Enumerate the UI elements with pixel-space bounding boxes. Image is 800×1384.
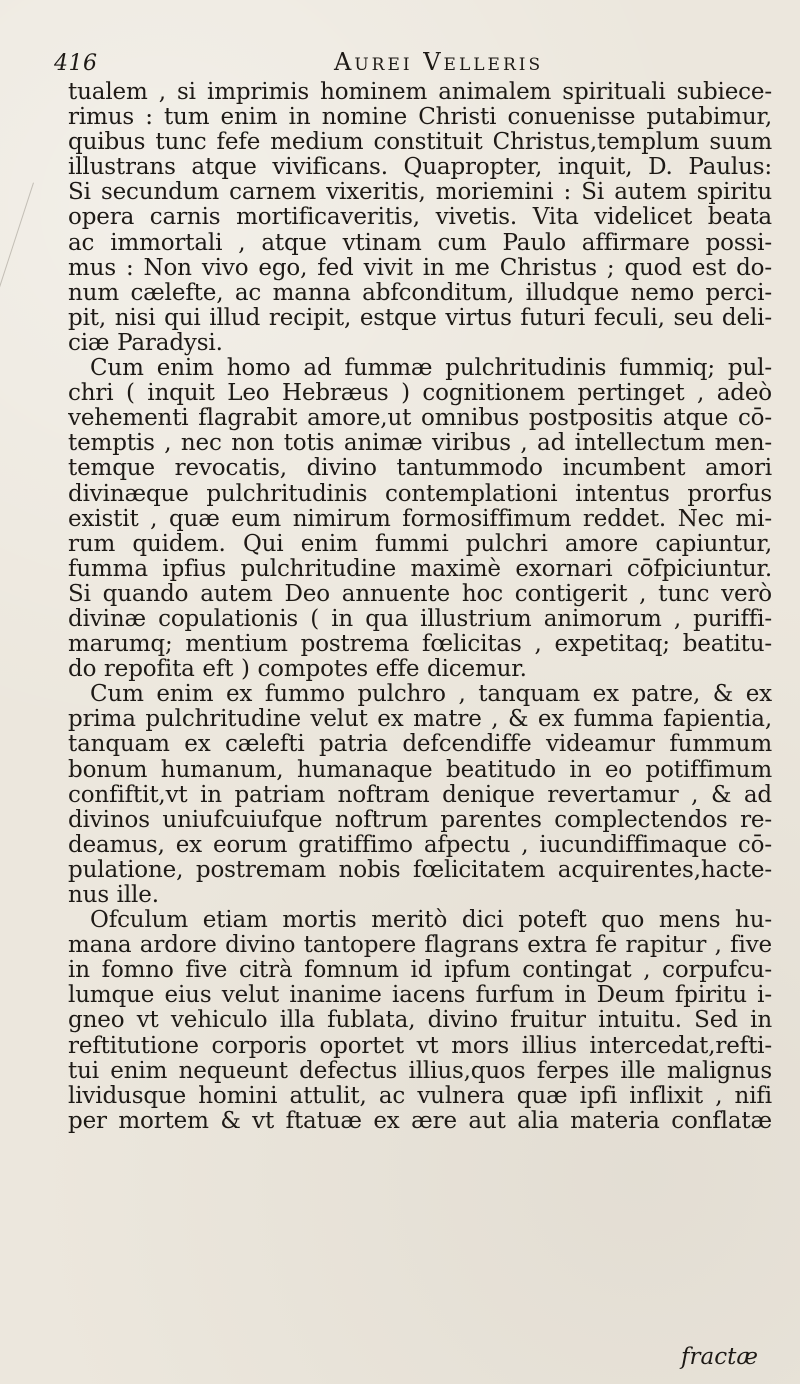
running-head [54,48,772,76]
page-number: 416 [54,51,98,76]
text-line: Si secundum carnem vixeritis, moriemini : Si autem spiritu [68,180,772,206]
text-line: rum quidem. Qui enim fummi pulchri amore capiuntur, [68,531,772,557]
text-line: prima pulchritudine velut ex matre , & ex fumma fapientia, [68,707,772,733]
text-line: tanquam ex cælefti patria defcendiffe videamur fummum [68,732,772,758]
text-line: Ofculum etiam mortis meritò dici poteft quo mens hu- [90,908,772,934]
text-line: divinæ copulationis ( in qua illustrium animorum , puriffi- [68,606,772,632]
text-line: fumma ipfius pulchritudine maximè exornari cōfpiciuntur. [68,556,772,582]
text-line: num cælefte, ac manna abfconditum, illudque nemo perci- [68,280,772,306]
text-line: pit, nisi qui illud recipit, estque virtus futuri feculi, seu deli- [68,305,772,331]
text-line: Si quando autem Deo annuente hoc contigerit , tunc verò [68,581,772,607]
text-body [68,80,772,1134]
text-line: lividusque homini attulit, ac vulnera quæ ipfi inflixit , nifi [68,1083,772,1109]
text-line: lumque eius velut inanime iacens furfum in Deum fpiritu i- [68,983,772,1009]
text-line: ciæ Paradysi. [68,330,223,356]
text-line: deamus, ex eorum gratiffimo afpectu , iucundiffimaque cō- [68,832,772,858]
text-line: confiftit,vt in patriam noftram denique revertamur , & ad [68,782,772,808]
text-line: Cum enim homo ad fummæ pulchritudinis fummiq; pul- [90,356,772,382]
text-line: Cum enim ex fummo pulchro , tanquam ex patre, & ex [90,682,772,708]
text-line: pulatione, postremam nobis fœlicitatem acquirentes,hacte- [68,857,772,883]
text-line: gneo vt vehiculo illa fublata, divino fruitur intuitu. Sed in [68,1008,772,1034]
text-line: divinos uniufcuiufque noftrum parentes complectendos re- [68,807,772,833]
text-line: do repofita eft ) compotes effe dicemur. [68,657,527,683]
text-line: existit , quæ eum nimirum formosiffimum reddet. Nec mi- [68,506,772,532]
text-line: marumq; mentium postrema fœlicitas , expetitaq; beatitu- [68,632,772,658]
text-line: nus ille. [68,883,159,908]
text-line: tui enim nequeunt defectus illius,quos ferpes ille malignus [68,1058,772,1084]
margin-stain [0,183,34,288]
text-line: reftitutione corporis oportet vt mors illius intercedat,refti- [68,1033,772,1059]
text-line: opera carnis mortificaveritis, vivetis. Vita videlicet beata [68,205,772,231]
text-line: divinæque pulchritudinis contemplationi intentus prorfus [68,481,772,507]
text-line: temptis , nec non totis animæ viribus , ad intellectum men- [68,431,772,457]
text-line: temque revocatis, divino tantummodo incumbent amori [68,456,772,482]
text-line: illustrans atque vivificans. Quapropter, inquit, D. Paulus: [68,155,772,181]
text-line: mus : Non vivo ego, fed vivit in me Christus ; quod est do- [68,255,772,281]
text-line: quibus tunc fefe medium constituit Christus,templum suum [68,130,772,156]
text-line: mana ardore divino tantopere flagrans extra fe rapitur , five [68,933,772,959]
header-title: Aurei Velleris [334,48,544,76]
text-line: tualem , si imprimis hominem animalem spirituali subiece- [68,80,772,105]
text-line: ac immortali , atque vtinam cum Paulo affirmare possi- [68,230,772,256]
text-line: bonum humanum, humanaque beatitudo in eo potiffimum [68,757,772,783]
text-line: chri ( inquit Leo Hebræus ) cognitionem pertinget , adeò [68,381,772,407]
catchword: fractæ [681,1344,758,1370]
text-line: in fomno five citrà fomnum id ipfum contingat , corpufcu- [68,958,772,984]
text-line: rimus : tum enim in nomine Christi conuenisse putabimur, [68,105,772,131]
text-line: per mortem & vt ftatuæ ex ære aut alia materia conflatæ [68,1108,772,1134]
text-line: vehementi flagrabit amore,ut omnibus postpositis atque cō- [68,406,772,432]
